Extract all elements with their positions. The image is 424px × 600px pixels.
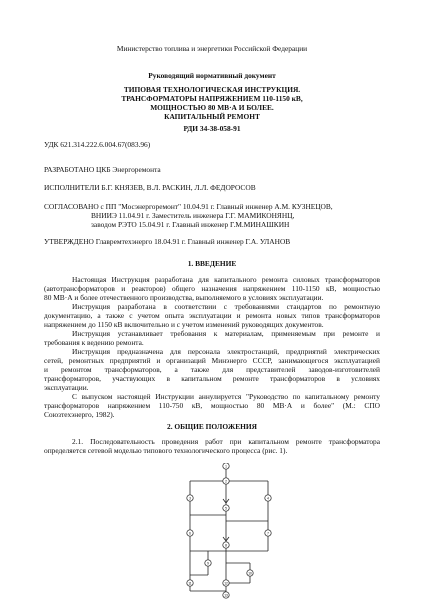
- ministry-line: Министерство топлива и энергетики Российской Федерации: [116, 44, 308, 53]
- diagram-node: [187, 530, 193, 536]
- title-line-1: ТИПОВАЯ ТЕХНОЛОГИЧЕСКАЯ ИНСТРУКЦИЯ.: [123, 85, 301, 94]
- diagram-node: [223, 478, 229, 484]
- general-line: определяется сетевой моделью типового технологического процесса (рис. 1).: [44, 446, 288, 455]
- agreed-line-3: заводом РЭТО 15.04.91 г. Главный инженер Г.М.МИНАШКИН: [91, 220, 290, 229]
- agreed-line-2: ВНИИЭ 11.04.91 г. Заместитель инженера Г.Г. МАМИКОНЯНЦ,: [91, 211, 295, 220]
- section-2-heading: 2. ОБЩИЕ ПОЛОЖЕНИЯ: [167, 422, 257, 431]
- intro-line: напряжением до 1150 кВ включительно и с учетом изменений руководящих документов.: [44, 320, 324, 329]
- intro-line: документацию, а также с учетом опыта эксплуатации и ремонта новых типов трансформаторов: [44, 311, 380, 320]
- document-code: РДИ 34-38-058-91: [183, 124, 241, 133]
- diagram-node-label: 1: [225, 464, 227, 469]
- title-line-3: МОЩНОСТЬЮ 80 МВ·А И БОЛЕЕ.: [150, 103, 274, 112]
- intro-line: С выпуском настоящей Инструкции аннулируется "Руководство по капитальному ремонту: [72, 392, 380, 401]
- diagram-node-label: 5: [225, 506, 227, 511]
- intro-line: и ремонтом трансформаторов, а также для представителей заводов-изготовителей: [44, 365, 380, 374]
- udk-line: УДК 621.314.222.6.004.67(083.96): [44, 140, 151, 149]
- network-model-diagram: [150, 463, 300, 600]
- diagram-node: [223, 592, 229, 598]
- section-1-heading: 1. ВВЕДЕНИЕ: [187, 259, 237, 268]
- diagram-node-label: 6: [189, 531, 191, 536]
- intro-line: (автотрансформаторов и реакторов) общего назначения напряжением 110-1150 кВ, мощностью: [44, 284, 380, 293]
- diagram-node: [187, 495, 193, 501]
- diagram-node: [265, 495, 271, 501]
- diagram-node-label: 8: [225, 543, 227, 548]
- agreed-line-1: СОГЛАСОВАНО с ПП "Мосэнергоремонт" 10.04.91 г. Главный инженер А.М. КУЗНЕЦОВ,: [44, 202, 333, 211]
- intro-line: требования к ведению ремонта.: [44, 338, 144, 347]
- diagram-node-label: 11: [188, 581, 192, 586]
- intro-line: 80 МВ·А и более отечественного производства, выполняемого в условиях эксплуатации.: [44, 293, 324, 302]
- diagram-node-label: 4: [267, 496, 269, 501]
- diagram-node-label: 9: [207, 561, 209, 566]
- intro-line: Инструкция разработана в соответствии с требованиями стандартов по ремонтную: [72, 302, 380, 311]
- intro-line: Инструкция устанавливает требования к материалам, применяемым при ремонте и: [72, 329, 380, 338]
- diagram-node: [223, 505, 229, 511]
- intro-line: Союзтехэнерго, 1982).: [44, 410, 115, 419]
- diagram-node: [247, 570, 253, 576]
- diagram-node: [223, 542, 229, 548]
- diagram-node: [265, 530, 271, 536]
- intro-line: Инструкция предназначена для персонала электростанций, предприятий электрических: [72, 347, 380, 356]
- diagram-node-label: 3: [189, 496, 191, 501]
- diagram-node-label: 10: [248, 571, 252, 576]
- doc-type: Руководящий нормативный документ: [148, 71, 276, 80]
- diagram-node: [187, 580, 193, 586]
- diagram-node-label: 13: [224, 593, 228, 598]
- executors-line: ИСПОЛНИТЕЛИ Б.Г. КНЯЗЕВ, В.Л. РАСКИН, Л.Л. ФЕДОРОСОВ: [44, 183, 256, 192]
- intro-line: эксплуатации.: [44, 383, 89, 392]
- intro-line: трансформаторов напряжением 110-750 кВ, мощностью 80 МВ·А и более" (М.: СПО: [44, 401, 380, 410]
- intro-line: трансформаторов, участвующих в капитальном ремонте трансформаторов в условиях: [44, 374, 380, 383]
- diagram-node: [205, 560, 211, 566]
- diagram-node-label: 12: [224, 581, 228, 586]
- diagram-node: [223, 463, 229, 469]
- diagram-node-label: 7: [267, 531, 269, 536]
- general-line: 2.1. Последовательность проведения работ при капитальном ремонте трансформатора: [72, 437, 380, 446]
- intro-line: сетей, ремонтных предприятий и организаций Минэнерго СССР, занимающегося эксплуатацией: [44, 356, 380, 365]
- developed-line: РАЗРАБОТАНО ЦКБ Энергоремонта: [44, 165, 161, 174]
- intro-line: Настоящая Инструкция разработана для капитального ремонта силовых трансформаторов: [72, 275, 380, 284]
- approved-line: УТВЕРЖДЕНО Главремтехэнерго 18.04.91 г. Главный инженер Г.А. УЛАНОВ: [44, 237, 291, 246]
- diagram-node: [223, 580, 229, 586]
- title-line-2: ТРАНСФОРМАТОРЫ НАПРЯЖЕНИЕМ 110-1150 кВ,: [121, 94, 303, 103]
- diagram-node-label: 2: [225, 479, 227, 484]
- title-line-4: КАПИТАЛЬНЫЙ РЕМОНТ: [164, 112, 260, 121]
